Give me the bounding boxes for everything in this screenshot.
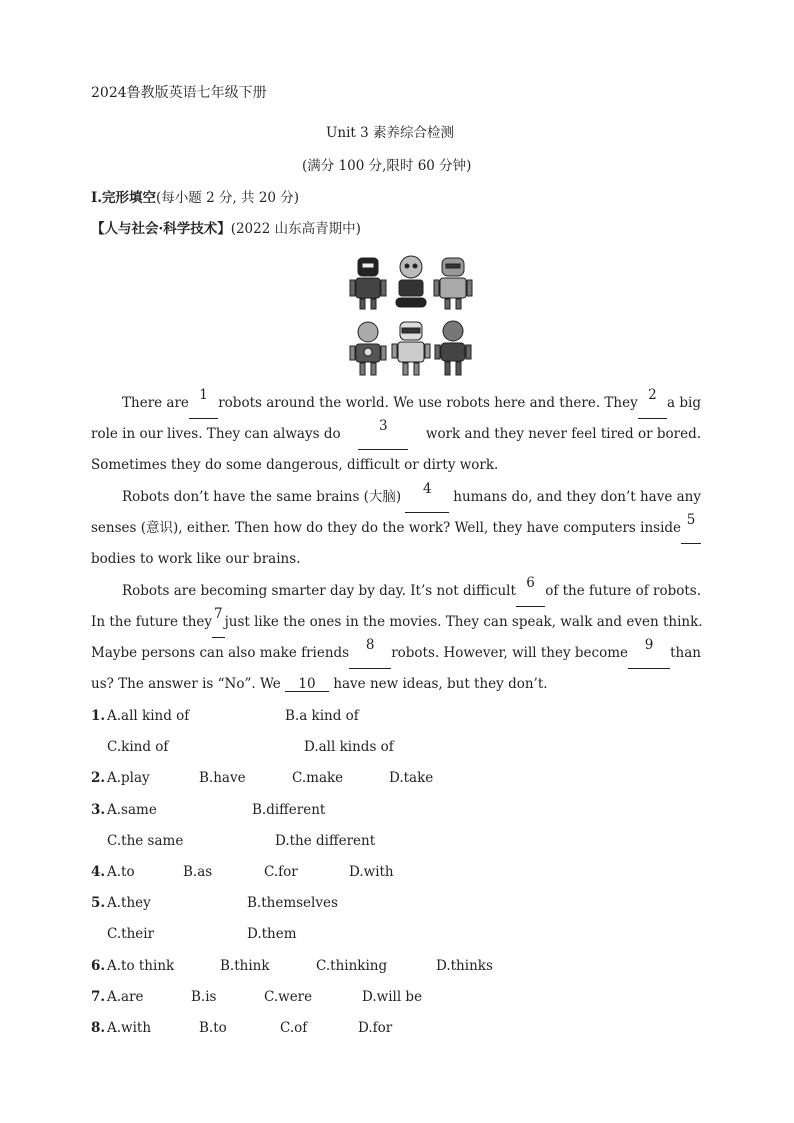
section-scoring: (每小题 2 分, 共 20 分): [156, 190, 300, 206]
text-run: robots around the world. We use robots here and there. They: [218, 395, 638, 411]
book-header: 2024鲁教版英语七年级下册: [91, 85, 267, 101]
theme-line: [91, 217, 361, 237]
option: B.is: [191, 989, 217, 1005]
blank-1: 1: [189, 388, 218, 419]
option: B.to: [199, 1020, 227, 1036]
text-run: work and they never feel tired or bored.: [425, 426, 701, 442]
option: D.the different: [275, 833, 376, 849]
text-run: senses (意识), either. Then how do they do the work? Well, they have computers inside: [91, 520, 682, 536]
text-run: a big: [667, 395, 701, 411]
option: A.they: [107, 895, 151, 911]
option: A.to: [107, 864, 135, 880]
blank-6: 6: [516, 576, 545, 607]
section-label: Ⅰ.完形填空: [91, 190, 157, 206]
option: B.different: [252, 802, 326, 818]
question-number: 3.: [91, 802, 106, 818]
text-run: There are: [122, 395, 189, 411]
text-run: humans do, and they don’t have any: [453, 489, 701, 505]
passage-paragraph: [91, 388, 701, 481]
question-number: 5.: [91, 895, 106, 911]
robot-icon: [396, 256, 426, 307]
text-run: In the future they: [91, 614, 212, 630]
blank-3: 3: [358, 419, 408, 450]
option: A.to think: [107, 958, 175, 974]
blank-5: 5: [681, 513, 701, 544]
theme-source: (2022 山东高青期中): [230, 221, 361, 237]
option: B.have: [199, 770, 246, 786]
option: C.their: [107, 926, 155, 942]
option: A.all kind of: [107, 708, 190, 724]
robot-icon: [392, 322, 430, 375]
text-run: Maybe persons can also make friends: [91, 645, 350, 661]
text-run: us? The answer is “No”. We: [91, 676, 281, 692]
option: B.as: [183, 864, 213, 880]
text-run: role in our lives. They can always do: [91, 426, 341, 442]
option: C.kind of: [107, 739, 169, 755]
blank-4: 4: [405, 482, 449, 513]
question-number: 7.: [91, 989, 106, 1005]
question-number: 4.: [91, 864, 106, 880]
blank-9: 9: [628, 638, 670, 669]
option: C.of: [280, 1020, 308, 1036]
theme-tag: 【人与社会·科学技术】: [91, 221, 231, 237]
robots-illustration: [346, 252, 476, 380]
text-run: robots. However, will they become: [391, 645, 629, 661]
text-run: just like the ones in the movies. They can speak, walk and even think.: [224, 614, 703, 630]
text-run: Robots are becoming smarter day by day. It’s not difficult: [122, 583, 516, 599]
option: B.a kind of: [285, 708, 359, 724]
text-run: of the future of robots.: [545, 583, 701, 599]
question-number: 2.: [91, 770, 106, 786]
exam-meta: (满分 100 分,限时 60 分钟): [302, 158, 472, 174]
robot-icon: [350, 322, 386, 375]
option: D.all kinds of: [304, 739, 394, 755]
option: D.thinks: [436, 958, 493, 974]
blank-7: 7: [212, 607, 225, 638]
option: D.take: [389, 770, 434, 786]
blank-2: 2: [638, 388, 667, 419]
question-number: 8.: [91, 1020, 106, 1036]
question-number: 1.: [91, 708, 106, 724]
passage-paragraph: [91, 576, 701, 700]
text-run: Robots don’t have the same brains (大脑): [122, 489, 402, 505]
option: D.with: [349, 864, 394, 880]
option: C.make: [292, 770, 344, 786]
option: A.same: [107, 802, 157, 818]
section-heading: [91, 186, 299, 206]
unit-title: Unit 3 素养综合检测: [326, 125, 454, 141]
option: B.think: [220, 958, 270, 974]
passage-paragraph: [91, 482, 701, 575]
text-run: have new ideas, but they don’t.: [333, 676, 548, 692]
option: A.are: [107, 989, 144, 1005]
option: A.play: [107, 770, 150, 786]
robot-icon: [434, 258, 472, 309]
option: C.for: [264, 864, 298, 880]
blank-8: 8: [349, 638, 391, 669]
option: D.for: [358, 1020, 393, 1036]
option: C.thinking: [316, 958, 388, 974]
question-number: 6.: [91, 958, 106, 974]
option: C.were: [264, 989, 313, 1005]
option: A.with: [107, 1020, 152, 1036]
text-run: Sometimes they do some dangerous, difficult or dirty work.: [91, 457, 499, 473]
option: B.themselves: [247, 895, 338, 911]
option: C.the same: [107, 833, 184, 849]
text-run: bodies to work like our brains.: [91, 551, 301, 567]
text-run: than: [670, 645, 701, 661]
blank-10: 10: [285, 677, 329, 692]
option: D.them: [247, 926, 297, 942]
robot-icon: [350, 258, 386, 309]
option: D.will be: [362, 989, 423, 1005]
robot-icon: [435, 321, 471, 375]
